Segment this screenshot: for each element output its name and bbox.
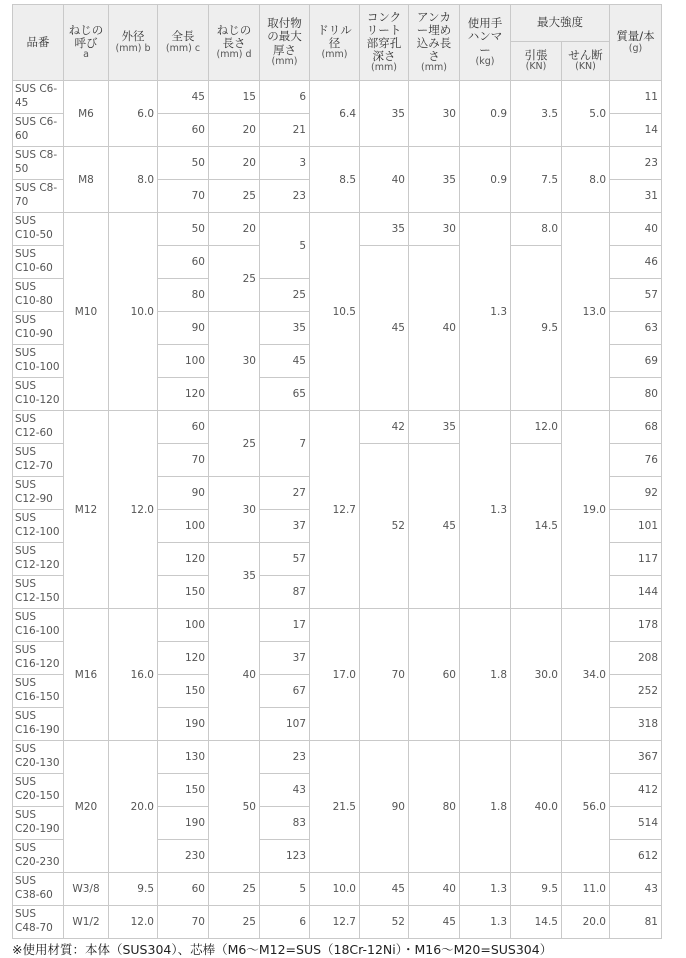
max-fixture-thickness: 6 [260,81,310,114]
total-length: 130 [158,741,209,774]
max-fixture-thickness: 57 [260,543,310,576]
total-length: 60 [158,411,209,444]
part-number: SUS C6-45 [13,81,64,114]
total-length: 190 [158,708,209,741]
part-number: SUS C20-230 [13,840,64,873]
outer-diameter: 20.0 [109,741,158,873]
screw-nominal: M8 [64,147,109,213]
mass: 208 [610,642,662,675]
hole-depth: 70 [360,609,409,741]
max-fixture-thickness: 107 [260,708,310,741]
total-length: 120 [158,642,209,675]
total-length: 70 [158,444,209,477]
outer-diameter: 8.0 [109,147,158,213]
part-number: SUS C12-60 [13,411,64,444]
hammer-weight: 0.9 [460,81,511,147]
hole-depth: 35 [360,81,409,147]
mass: 43 [610,873,662,906]
max-fixture-thickness: 43 [260,774,310,807]
tensile-strength: 8.0 [511,213,562,246]
outer-diameter: 10.0 [109,213,158,411]
embed-length: 40 [409,246,460,411]
part-number: SUS C8-50 [13,147,64,180]
screw-nominal: W3/8 [64,873,109,906]
embed-length: 30 [409,213,460,246]
mass: 68 [610,411,662,444]
embed-length: 30 [409,81,460,147]
header-screw-nominal: ねじの呼び a [64,5,109,81]
max-fixture-thickness: 83 [260,807,310,840]
mass: 412 [610,774,662,807]
mass: 101 [610,510,662,543]
shear-strength: 13.0 [562,213,610,411]
header-embed-length: アンカー埋め込み長さ (mm) [409,5,460,81]
part-number: SUS C10-50 [13,213,64,246]
header-mass: 質量/本 (g) [610,5,662,81]
shear-strength: 56.0 [562,741,610,873]
tensile-strength: 30.0 [511,609,562,741]
part-number: SUS C16-120 [13,642,64,675]
part-number: SUS C16-100 [13,609,64,642]
screw-nominal: M6 [64,81,109,147]
embed-length: 40 [409,873,460,906]
hammer-weight: 1.3 [460,411,511,609]
hole-depth: 42 [360,411,409,444]
part-number: SUS C12-120 [13,543,64,576]
part-number: SUS C20-190 [13,807,64,840]
drill-diameter: 21.5 [310,741,360,873]
max-fixture-thickness: 5 [260,873,310,906]
thread-length: 25 [209,180,260,213]
max-fixture-thickness: 5 [260,213,310,279]
mass: 46 [610,246,662,279]
drill-diameter: 10.5 [310,213,360,411]
header-shear: せん断 (KN) [562,42,610,81]
part-number: SUS C16-190 [13,708,64,741]
mass: 144 [610,576,662,609]
shear-strength: 11.0 [562,873,610,906]
mass: 117 [610,543,662,576]
outer-diameter: 16.0 [109,609,158,741]
max-fixture-thickness: 27 [260,477,310,510]
screw-nominal: M16 [64,609,109,741]
mass: 14 [610,114,662,147]
header-max-fixture-thickness: 取付物の最大厚さ (mm) [260,5,310,81]
tensile-strength: 14.5 [511,444,562,609]
thread-length: 40 [209,609,260,741]
drill-diameter: 6.4 [310,81,360,147]
shear-strength: 5.0 [562,81,610,147]
mass: 80 [610,378,662,411]
total-length: 50 [158,147,209,180]
total-length: 150 [158,576,209,609]
mass: 31 [610,180,662,213]
header-part-no: 品番 [13,5,64,81]
screw-nominal: M12 [64,411,109,609]
outer-diameter: 6.0 [109,81,158,147]
total-length: 150 [158,774,209,807]
tensile-strength: 7.5 [511,147,562,213]
mass: 11 [610,81,662,114]
mass: 252 [610,675,662,708]
part-number: SUS C20-130 [13,741,64,774]
mass: 318 [610,708,662,741]
thread-length: 20 [209,147,260,180]
part-number: SUS C38-60 [13,873,64,906]
hole-depth: 45 [360,246,409,411]
thread-length: 25 [209,906,260,939]
tensile-strength: 40.0 [511,741,562,873]
total-length: 60 [158,873,209,906]
part-number: SUS C10-60 [13,246,64,279]
hammer-weight: 0.9 [460,147,511,213]
screw-nominal: M20 [64,741,109,873]
hole-depth: 40 [360,147,409,213]
max-fixture-thickness: 37 [260,510,310,543]
embed-length: 35 [409,411,460,444]
embed-length: 45 [409,906,460,939]
header-outer-diameter: 外径 (mm) b [109,5,158,81]
total-length: 230 [158,840,209,873]
max-fixture-thickness: 25 [260,279,310,312]
total-length: 100 [158,609,209,642]
thread-length: 25 [209,411,260,477]
header-tensile: 引張 (KN) [511,42,562,81]
mass: 63 [610,312,662,345]
part-number: SUS C10-100 [13,345,64,378]
total-length: 150 [158,675,209,708]
tensile-strength: 9.5 [511,873,562,906]
screw-nominal: W1/2 [64,906,109,939]
outer-diameter: 9.5 [109,873,158,906]
hammer-weight: 1.8 [460,741,511,873]
mass: 514 [610,807,662,840]
shear-strength: 8.0 [562,147,610,213]
drill-diameter: 10.0 [310,873,360,906]
spec-table [12,4,662,939]
thread-length: 15 [209,81,260,114]
drill-diameter: 8.5 [310,147,360,213]
embed-length: 60 [409,609,460,741]
thread-length: 20 [209,213,260,246]
mass: 23 [610,147,662,180]
part-number: SUS C8-70 [13,180,64,213]
part-number: SUS C12-150 [13,576,64,609]
total-length: 70 [158,180,209,213]
max-fixture-thickness: 6 [260,906,310,939]
part-number: SUS C10-120 [13,378,64,411]
part-number: SUS C12-90 [13,477,64,510]
mass: 612 [610,840,662,873]
max-fixture-thickness: 21 [260,114,310,147]
total-length: 60 [158,246,209,279]
outer-diameter: 12.0 [109,411,158,609]
embed-length: 45 [409,444,460,609]
tensile-strength: 14.5 [511,906,562,939]
part-number: SUS C10-90 [13,312,64,345]
header-max-strength: 最大強度 [511,5,610,42]
drill-diameter: 12.7 [310,906,360,939]
total-length: 70 [158,906,209,939]
thread-length: 30 [209,312,260,411]
mass: 81 [610,906,662,939]
tensile-strength: 3.5 [511,81,562,147]
shear-strength: 19.0 [562,411,610,609]
material-note: ※使用材質：本体（SUS304）、芯棒（M6～M12=SUS（18Cr-12Ni）・M16～M20=SUS304） [12,942,553,957]
part-number: SUS C12-70 [13,444,64,477]
embed-length: 35 [409,147,460,213]
mass: 40 [610,213,662,246]
total-length: 80 [158,279,209,312]
part-number: SUS C6-60 [13,114,64,147]
max-fixture-thickness: 35 [260,312,310,345]
mass: 178 [610,609,662,642]
total-length: 120 [158,378,209,411]
mass: 57 [610,279,662,312]
mass: 69 [610,345,662,378]
hole-depth: 52 [360,444,409,609]
max-fixture-thickness: 3 [260,147,310,180]
thread-length: 50 [209,741,260,873]
header-hole-depth: コンクリート部穿孔深さ (mm) [360,5,409,81]
shear-strength: 34.0 [562,609,610,741]
tensile-strength: 9.5 [511,246,562,411]
hole-depth: 35 [360,213,409,246]
header-hammer: 使用手ハンマー (kg) [460,5,511,81]
hammer-weight: 1.8 [460,609,511,741]
mass: 92 [610,477,662,510]
header-drill-diameter: ドリル径 (mm) [310,5,360,81]
drill-diameter: 12.7 [310,411,360,609]
hammer-weight: 1.3 [460,873,511,906]
thread-length: 25 [209,246,260,312]
screw-nominal: M10 [64,213,109,411]
thread-length: 20 [209,114,260,147]
max-fixture-thickness: 87 [260,576,310,609]
total-length: 120 [158,543,209,576]
part-number: SUS C10-80 [13,279,64,312]
outer-diameter: 12.0 [109,906,158,939]
max-fixture-thickness: 65 [260,378,310,411]
total-length: 100 [158,510,209,543]
total-length: 45 [158,81,209,114]
hammer-weight: 1.3 [460,213,511,411]
shear-strength: 20.0 [562,906,610,939]
max-fixture-thickness: 67 [260,675,310,708]
embed-length: 80 [409,741,460,873]
total-length: 90 [158,477,209,510]
max-fixture-thickness: 23 [260,741,310,774]
hole-depth: 90 [360,741,409,873]
thread-length: 35 [209,543,260,609]
hammer-weight: 1.3 [460,906,511,939]
mass: 367 [610,741,662,774]
part-number: SUS C16-150 [13,675,64,708]
thread-length: 25 [209,873,260,906]
part-number: SUS C48-70 [13,906,64,939]
part-number: SUS C20-150 [13,774,64,807]
total-length: 190 [158,807,209,840]
mass: 76 [610,444,662,477]
header-total-length: 全長 (mm) c [158,5,209,81]
max-fixture-thickness: 123 [260,840,310,873]
hole-depth: 52 [360,906,409,939]
max-fixture-thickness: 7 [260,411,310,477]
part-number: SUS C12-100 [13,510,64,543]
header-thread-length: ねじの長さ (mm) d [209,5,260,81]
thread-length: 30 [209,477,260,543]
max-fixture-thickness: 45 [260,345,310,378]
total-length: 100 [158,345,209,378]
total-length: 90 [158,312,209,345]
total-length: 60 [158,114,209,147]
total-length: 50 [158,213,209,246]
max-fixture-thickness: 23 [260,180,310,213]
max-fixture-thickness: 37 [260,642,310,675]
tensile-strength: 12.0 [511,411,562,444]
drill-diameter: 17.0 [310,609,360,741]
hole-depth: 45 [360,873,409,906]
max-fixture-thickness: 17 [260,609,310,642]
